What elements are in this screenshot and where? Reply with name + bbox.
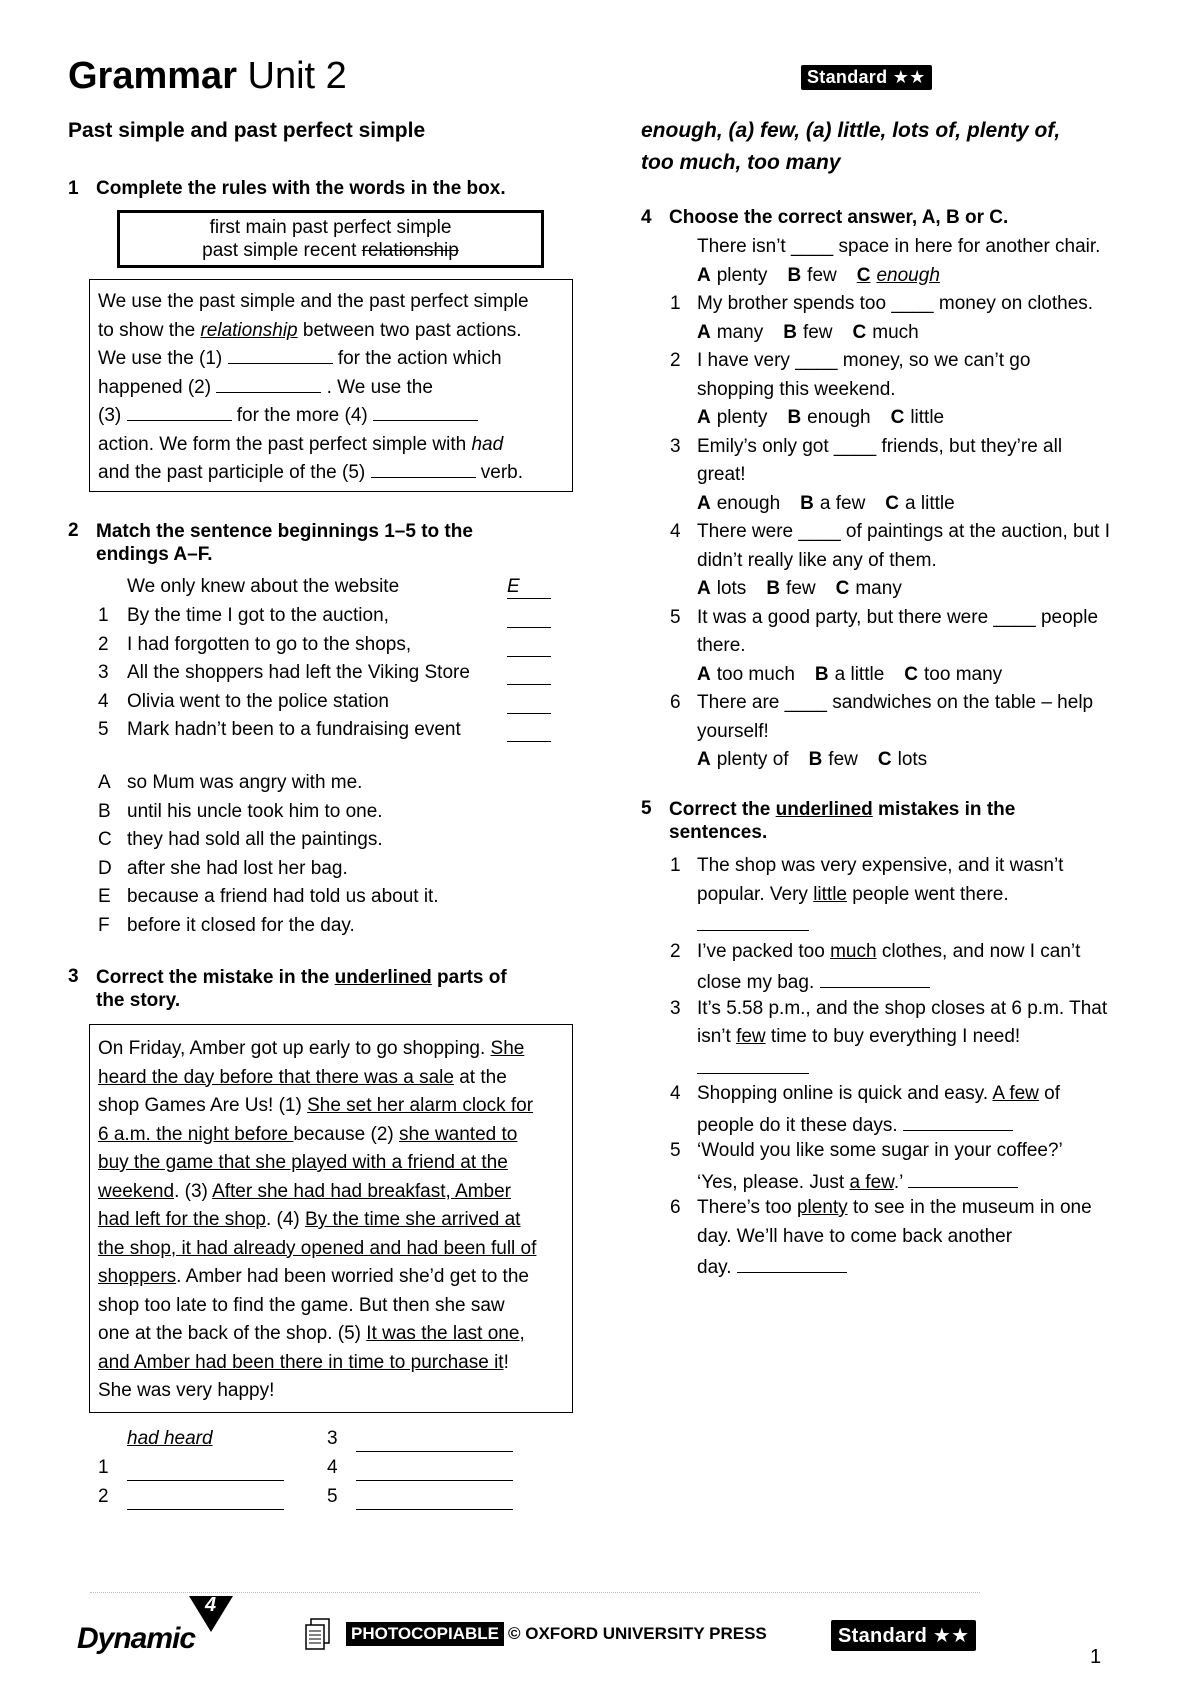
option-letter-b: B (787, 407, 802, 428)
ex1-word-box (117, 210, 544, 268)
option-letter-b: B (800, 492, 814, 514)
option-a[interactable]: too much (716, 663, 795, 685)
option-b[interactable]: few (807, 264, 837, 286)
ex3-instruction-a: Correct the mistake in the (96, 967, 335, 988)
option-b[interactable]: a little (834, 663, 885, 685)
ex3-story-box (89, 1024, 573, 1413)
right-section-heading-2: too much, too many (641, 151, 841, 174)
rules-text: for the action which (332, 348, 502, 369)
ex2-item-number: 4 (98, 690, 109, 712)
ex4-question-text: I have very ____ money, so we can’t go (697, 350, 1031, 371)
ex2-instruction-2: endings A–F. (96, 544, 213, 565)
ex2-ending-letter: C (98, 829, 112, 850)
rules-text: happened (2) (98, 376, 217, 398)
page-title (68, 55, 347, 98)
option-c[interactable]: many (855, 578, 902, 599)
story-text: She was very happy! (98, 1380, 275, 1401)
option-b[interactable]: few (828, 749, 858, 770)
rules-text: We use the (1) (98, 348, 228, 369)
ex5-answer-blank[interactable] (697, 912, 809, 931)
option-b[interactable]: few (802, 321, 833, 343)
ex2-answer-blank[interactable] (507, 695, 551, 714)
option-letter-c: C (877, 749, 892, 770)
story-line (98, 1206, 572, 1235)
ex2-answer-blank[interactable] (507, 609, 551, 628)
ex2-number: 2 (68, 520, 79, 541)
ex5-line (697, 1226, 1012, 1248)
ex2-answer-blank[interactable] (507, 723, 551, 742)
ex4-item-number: 2 (670, 350, 681, 371)
footer-divider (90, 1592, 980, 1593)
ex4-question-text: there. (697, 635, 746, 656)
ex5-line (697, 884, 1009, 906)
story-line (98, 1349, 572, 1378)
ex5-number: 5 (641, 798, 652, 819)
rules-text: . We use the (321, 376, 433, 398)
option-b[interactable]: few (786, 578, 816, 599)
story-text: She (490, 1038, 525, 1059)
ex4-question-text: yourself! (697, 720, 769, 742)
ex5-item-number: 6 (670, 1197, 681, 1218)
ex5-line (697, 969, 930, 994)
option-letter-b: B (766, 578, 781, 599)
ex4-options (697, 749, 947, 771)
ex2-item-text: Olivia went to the police station (127, 690, 389, 712)
title-bold: Grammar (68, 55, 237, 97)
ex5-text: popular. Very (697, 883, 814, 905)
ex2-answer-blank[interactable] (507, 666, 551, 685)
ex4-question-text: There isn’t ____ space in here for another chair. (697, 236, 1101, 257)
option-letter-c: C (856, 264, 871, 286)
rules-line (98, 317, 572, 346)
story-line (98, 1121, 572, 1150)
option-a[interactable]: lots (716, 578, 747, 599)
story-line (98, 1263, 572, 1292)
story-text: After she had had breakfast, Amber (212, 1180, 511, 1202)
story-text: and Amber had been there in time to purchase it (98, 1351, 504, 1373)
rules-text: and the past participle of the (5) (98, 462, 371, 483)
word-box-line-2 (120, 239, 541, 262)
ex4-question-text: My brother spends too ____ money on clothes. (697, 293, 1094, 314)
ex5-answer-blank[interactable] (737, 1254, 847, 1273)
ex5-instruction-u: underlined (775, 799, 873, 820)
story-line (98, 1149, 572, 1178)
story-text: By the time she arrived at (305, 1209, 521, 1230)
ex5-item-number: 3 (670, 997, 681, 1019)
rules-blank[interactable] (216, 374, 321, 393)
option-a[interactable]: plenty (716, 264, 768, 286)
page-number: 1 (1090, 1646, 1102, 1668)
story-line (98, 1235, 572, 1264)
ex5-line (697, 1254, 847, 1279)
ex5-line (697, 1083, 1060, 1105)
ex5-line (697, 1026, 1020, 1048)
option-c[interactable]: a little (905, 492, 955, 514)
story-text: . Amber had been worried she’d get to the (176, 1266, 529, 1287)
story-text: shop too late to find the game. But then she saw (98, 1294, 505, 1316)
ex2-item-number: 2 (98, 633, 109, 655)
word-box-line-1: first main past perfect simple (209, 217, 452, 238)
rules-text: We use the past simple and the past perfect simple (98, 291, 529, 312)
ex5-text: isn’t (697, 1026, 737, 1047)
ex5-text: people went there. (847, 883, 1009, 905)
ex3-answer-number: 3 (327, 1428, 338, 1449)
publisher-label: © OXFORD UNIVERSITY PRESS (508, 1624, 767, 1643)
ex2-ending-letter: F (98, 914, 110, 936)
dynamic-logo (77, 1594, 216, 1656)
option-a[interactable]: plenty of (716, 749, 789, 770)
rules-line (98, 431, 572, 460)
ex2-item-text: Mark hadn’t been to a fundraising event (127, 719, 461, 740)
ex5-text: There’s too (697, 1197, 797, 1218)
rules-text: between two past actions. (297, 319, 522, 341)
ex3-instruction-u: underlined (334, 967, 432, 988)
ex4-question-text: There are ____ sandwiches on the table – help (697, 692, 1094, 713)
option-a[interactable]: many (716, 321, 764, 343)
option-letter-c: C (885, 492, 900, 514)
story-text: shop Games Are Us! (1) (98, 1095, 308, 1116)
rules-blank[interactable] (371, 459, 476, 478)
option-b[interactable]: enough (807, 407, 871, 428)
story-text: weekend (98, 1180, 175, 1202)
ex3-instruction-2: the story. (96, 990, 181, 1011)
ex1-instruction: Complete the rules with the words in the box. (96, 178, 506, 199)
ex2-item-text: By the time I got to the auction, (127, 605, 389, 626)
ex2-instruction (96, 520, 473, 566)
ex3-answer-blank[interactable] (356, 1491, 513, 1510)
ex1-rules-text (89, 279, 573, 492)
ex5-text: a few (849, 1171, 894, 1193)
ex2-item-number: 5 (98, 719, 109, 740)
ex5-item-number: 2 (670, 940, 681, 962)
ex5-text: I’ve packed too (697, 940, 831, 962)
ex5-item-number: 1 (670, 855, 681, 876)
ex2-ending-text: after she had lost her bag. (127, 857, 348, 879)
ex5-text: ‘Would you like some sugar in your coffee?’ (697, 1140, 1063, 1161)
option-letter-c: C (835, 578, 850, 599)
ex5-line (697, 1197, 1092, 1219)
ex4-question-text: shopping this weekend. (697, 378, 896, 400)
ex2-ending-letter: D (98, 857, 112, 879)
ex4-options (697, 664, 1022, 686)
ex5-line (697, 1140, 1063, 1162)
story-line (98, 1377, 572, 1406)
ex5-text: The shop was very expensive, and it wasn’t (697, 855, 1064, 876)
ex3-number: 3 (68, 966, 79, 987)
logo-number: 4 (205, 1594, 216, 1616)
option-a[interactable]: plenty (716, 407, 768, 428)
ex5-answer-blank[interactable] (908, 1169, 1018, 1188)
story-text: she wanted to (399, 1123, 518, 1145)
ex5-text: little (813, 883, 847, 905)
option-letter-c: C (904, 663, 918, 685)
ex3-answer-blank[interactable] (127, 1491, 284, 1510)
ex5-text: to see in the museum in one (847, 1197, 1092, 1218)
rules-text: (3) (98, 405, 127, 426)
ex5-line (697, 1169, 1018, 1194)
logo-text: Dynamic (77, 1622, 196, 1655)
option-c[interactable]: little (910, 407, 945, 428)
option-letter-a: A (697, 407, 711, 428)
story-text: She set her alarm clock for (307, 1095, 534, 1116)
story-line (98, 1292, 572, 1321)
ex5-answer-blank[interactable] (903, 1112, 1013, 1131)
ex2-ending-text: because a friend had told us about it. (127, 886, 439, 907)
story-text: the shop, it had already opened and had been full of (98, 1237, 537, 1259)
right-section-heading-1: enough, (a) few, (a) little, lots of, plenty of, (641, 119, 1061, 142)
ex5-instruction-a: Correct the (669, 799, 776, 820)
ex4-instruction: Choose the correct answer, A, B or C. (669, 207, 1009, 228)
ex4-item-number: 5 (670, 606, 681, 628)
ex3-instruction (96, 966, 507, 1012)
story-text: because (2) (293, 1123, 400, 1145)
ex2-item-number: 1 (98, 605, 109, 626)
rules-line (98, 288, 572, 317)
word-box-words: past simple recent (202, 240, 362, 261)
option-letter-a: A (697, 321, 711, 343)
story-text: It was the last one, (366, 1323, 525, 1344)
rules-line (98, 459, 572, 488)
story-line (98, 1064, 572, 1093)
ex5-instruction-b: mistakes in the (872, 799, 1016, 820)
story-line (98, 1092, 572, 1121)
option-letter-a: A (697, 492, 711, 514)
ex5-instruction-2: sentences. (669, 822, 768, 843)
title-unit: Unit 2 (236, 55, 347, 97)
story-line (98, 1178, 572, 1207)
ex2-ending-text: they had sold all the paintings. (127, 829, 383, 850)
ex5-text: few (736, 1026, 766, 1047)
ex3-answer-blank[interactable] (356, 1433, 513, 1452)
ex3-instruction-b: parts of (431, 967, 507, 988)
ex3-answer-number: 4 (327, 1457, 338, 1478)
ex5-item-number: 4 (670, 1083, 681, 1104)
ex5-text: Shopping online is quick and easy. (697, 1083, 993, 1104)
rules-text: to show the (98, 319, 201, 341)
ex5-answer-blank[interactable] (820, 969, 930, 988)
option-letter-b: B (787, 264, 802, 286)
ex4-options (697, 493, 975, 515)
story-text: 6 a.m. the night before (98, 1123, 294, 1145)
ex5-text: day. (697, 1257, 737, 1278)
ex2-example-text: We only knew about the website (127, 576, 400, 597)
ex2-example-answer: E (507, 576, 551, 599)
ex5-line (697, 941, 1080, 963)
ex4-item-number: 1 (670, 293, 681, 314)
ex4-question-text: great! (697, 464, 746, 485)
ex4-options (697, 322, 939, 344)
rules-text: relationship (200, 319, 298, 341)
ex2-ending-letter: A (98, 772, 111, 793)
rules-text: verb. (475, 462, 524, 483)
ex2-answer-blank[interactable] (507, 638, 551, 657)
option-letter-b: B (808, 749, 823, 770)
story-text: had left for the shop (98, 1209, 266, 1230)
story-text: On Friday, Amber got up early to go shopping. (98, 1038, 491, 1059)
ex5-text: day. We’ll have to come back another (697, 1225, 1013, 1247)
option-letter-b: B (783, 321, 797, 343)
story-text: ! (503, 1351, 509, 1373)
story-text: shoppers (98, 1266, 177, 1287)
ex2-instruction-1: Match the sentence beginnings 1–5 to the (96, 521, 473, 542)
left-section-heading: Past simple and past perfect simple (68, 119, 426, 142)
word-box-struck-word: relationship (361, 240, 459, 261)
option-letter-a: A (697, 749, 711, 770)
ex2-ending-letter: B (98, 800, 111, 822)
ex4-question-text: There were ____ of paintings at the auction, but I (697, 521, 1110, 542)
story-text: at the (453, 1066, 507, 1088)
ex5-text: .’ (893, 1171, 908, 1193)
ex5-line (697, 998, 1107, 1020)
ex3-answer-blank[interactable] (356, 1462, 513, 1481)
footer-standard-badge: Standard ★★ (831, 1620, 976, 1651)
option-c[interactable]: much (872, 321, 919, 343)
option-letter-a: A (697, 264, 711, 286)
rules-blank[interactable] (228, 345, 333, 364)
option-a[interactable]: enough (716, 492, 781, 514)
story-line (98, 1035, 572, 1064)
ex5-text: time to buy everything I need! (765, 1026, 1021, 1047)
ex3-example-answer: had heard (127, 1428, 213, 1449)
ex1-number: 1 (68, 178, 79, 199)
rules-text: for the more (4) (231, 405, 373, 426)
story-text: . (4) (265, 1209, 306, 1230)
rules-line (98, 374, 572, 403)
story-text: buy the game that she played with a friend at the (98, 1152, 508, 1173)
ex4-options (697, 265, 960, 287)
ex3-answer-blank[interactable] (127, 1462, 284, 1481)
ex5-text: ‘Yes, please. Just (697, 1171, 850, 1193)
ex5-text: It’s 5.58 p.m., and the shop closes at 6 p.m. That (697, 997, 1108, 1019)
ex5-line (697, 912, 809, 937)
option-letter-c: C (852, 321, 867, 343)
option-c[interactable]: enough (876, 264, 940, 286)
story-text: heard the day before that there was a sale (98, 1066, 454, 1088)
story-text: one at the back of the shop. (5) (98, 1323, 367, 1344)
ex4-item-number: 6 (670, 692, 681, 713)
story-line (98, 1320, 572, 1349)
ex2-item-number: 3 (98, 662, 109, 683)
ex5-text: much (830, 940, 877, 962)
ex2-item-text: I had forgotten to go to the shops, (127, 633, 412, 655)
ex2-ending-text: so Mum was angry with me. (127, 772, 363, 793)
ex5-text: clothes, and now I can’t (876, 940, 1081, 962)
ex5-text: of (1038, 1083, 1061, 1104)
ex4-item-number: 4 (670, 521, 681, 542)
ex5-text: plenty (796, 1197, 848, 1218)
ex5-text: A few (992, 1083, 1039, 1104)
rules-text: had (471, 433, 504, 455)
ex4-options (697, 578, 922, 600)
ex3-answer-number: 1 (98, 1457, 109, 1478)
rules-line (98, 402, 572, 431)
option-b[interactable]: a few (819, 492, 866, 514)
photocopy-icon (305, 1618, 329, 1648)
ex2-ending-text: until his uncle took him to one. (127, 800, 383, 822)
standard-badge: Standard ★★ (801, 65, 932, 90)
rules-blank[interactable] (127, 402, 232, 421)
ex5-text: people do it these days. (697, 1114, 903, 1136)
rules-line (98, 345, 572, 374)
option-letter-a: A (697, 578, 711, 599)
ex5-line (697, 1112, 1013, 1137)
ex5-item-number: 5 (670, 1140, 681, 1161)
ex4-question-text: It was a good party, but there were ____ people (697, 606, 1099, 628)
option-letter-a: A (697, 663, 711, 685)
ex2-ending-text: before it closed for the day. (127, 914, 355, 936)
ex5-answer-blank[interactable] (697, 1055, 809, 1074)
ex5-instruction (669, 798, 1015, 844)
photocopiable-label: PHOTOCOPIABLE (346, 1622, 504, 1646)
ex3-answer-number: 2 (98, 1486, 109, 1507)
ex5-line (697, 855, 1063, 877)
story-text: . (3) (174, 1180, 213, 1202)
ex4-question-text: didn’t really like any of them. (697, 549, 937, 571)
ex3-answer-number: 5 (327, 1486, 338, 1507)
ex4-options (697, 407, 964, 429)
ex2-ending-letter: E (98, 886, 111, 907)
ex4-question-text: Emily’s only got ____ friends, but they’re all (697, 435, 1063, 457)
ex5-text: close my bag. (697, 972, 820, 993)
option-c[interactable]: too many (924, 663, 1003, 685)
ex5-line (697, 1055, 809, 1080)
option-letter-b: B (814, 663, 829, 685)
rules-blank[interactable] (373, 402, 478, 421)
rules-text: action. We form the past perfect simple with (98, 433, 472, 455)
ex4-number: 4 (641, 207, 652, 228)
option-letter-c: C (890, 407, 905, 428)
ex4-item-number: 3 (670, 435, 681, 457)
option-c[interactable]: lots (897, 749, 928, 770)
ex2-item-text: All the shoppers had left the Viking Store (127, 662, 470, 683)
